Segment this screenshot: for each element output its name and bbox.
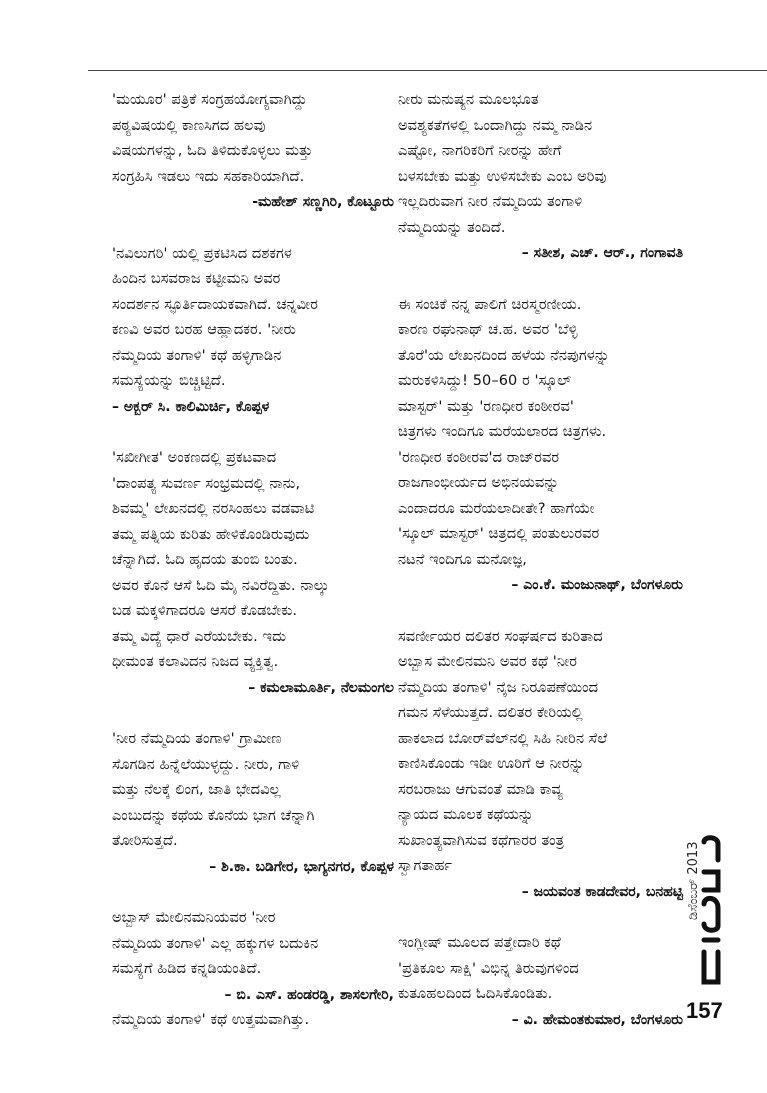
letter-line: 'ರಣಧೀರ ಕಂಠೀರವ'ದ ರಾಜ್‌ರವರ <box>398 449 560 466</box>
letter-line: 'ಸ್ಕೂಲ್ ಮಾಸ್ಟರ್' ಚಿತ್ರದಲ್ಲಿ ಪಂತುಲುರವರ <box>398 526 600 542</box>
letter-line: ಸಂಗ್ರಹಿಸಿ ಇಡಲು ಇದು ಸಹಕಾರಿಯಾಗಿದೆ. <box>112 168 305 185</box>
letter-signature: – ಕಮಲಾಮೂರ್ತಿ, ನೆಲಮಂಗಲ <box>248 679 394 696</box>
letter-line: ಎಷ್ಟೋ, ನಾಗರಿಕರಿಗೆ ನೀರನ್ನು ಹೇಗೆ <box>398 143 562 159</box>
letter-signature: – ಶಿ.ಕಾ. ಬಡಿಗೇರ, ಭಾಗ್ಯನಗರ, ಕೊಪ್ಪಳ <box>209 858 394 875</box>
issue-date: ಡಿಸೆಂಬರ್ 2013 <box>686 841 701 920</box>
letter-line: ಈ ಸಂಚಿಕೆ ನನ್ನ ಪಾಲಿಗೆ ಚಿರಸ್ಮರಣೀಯ. <box>398 296 582 313</box>
letter-line: ಸರಬರಾಜು ಆಗುವಂತೆ ಮಾಡಿ ಕಾವ್ಯ <box>398 781 563 798</box>
letter-signature: – ಅಕ್ಬರ್ ಸಿ. ಕಾಲಿಮಿರ್ಚಿ, ಕೊಪ್ಪಳ <box>112 398 270 415</box>
letter-line: ತಮ್ಮ ಪತ್ನಿಯ ಕುರಿತು ಹೇಳಿಕೊಂಡಿರುವುದು <box>112 526 310 543</box>
letter-line: 'ನವಿಲುಗರಿ' ಯಲ್ಲಿ ಪ್ರಕಟಿಸಿದ ದಶಕಗಳ <box>112 245 292 262</box>
letter-line: ಸಮಸ್ಯೆಯನ್ನು ಬಿಚ್ಚಿಟ್ಟಿದೆ. <box>112 373 226 389</box>
letter-line: ಸಮಸ್ಯೆಗೆ ಹಿಡಿದ ಕನ್ನಡಿಯಂತಿದೆ. <box>112 961 262 977</box>
letter-line: ನೆಮ್ಮದಿಯ ತಂಗಾಳಿ' ಕಥೆ ಹಳ್ಳಿಗಾಡಿನ <box>112 347 282 364</box>
letter-line: ಧೀಮಂತ ಕಲಾವಿದನ ನಿಜದ ವ್ಯಕ್ತಿತ್ವ. <box>112 654 279 670</box>
letter-line: ನೀರು ಮನುಷ್ಯನ ಮೂಲಭೂತ <box>398 92 539 108</box>
letter-line: ಹಾಕಲಾದ ಬೋರ್‌ವೆಲ್‌ನಲ್ಲಿ ಸಿಹಿ ನೀರಿನ ಸೆಲೆ <box>398 730 608 747</box>
letter-line: ಅವರ ಕೊನೆ ಆಸೆ ಓದಿ ಮೈ ನವಿರೆದ್ದಿತು. ನಾಲ್ಕು <box>112 577 330 594</box>
page-number: 157 <box>686 998 723 1023</box>
letter <box>398 88 683 267</box>
letter-line: ನೆಮ್ಮದಿಯ ತಂಗಾಳಿ' ಕಥೆ ಉತ್ತಮವಾಗಿತ್ತು. <box>112 1012 310 1028</box>
letter-line: 'ನೀರ ನೆಮ್ಮದಿಯ ತಂಗಾಳಿ' ಗ್ರಾಮೀಣ <box>112 731 282 747</box>
letter <box>112 727 394 880</box>
letter-line: ನೆಮ್ಮದಿಯ ತಂಗಾಳಿ' ಎಲ್ಲ ಹಕ್ಕುಗಳ ಬದುಕಿನ <box>112 935 319 952</box>
letter-signature: -ಮಹೇಶ್ ಸಣ್ಣಗಿರಿ, ಕೊಟ್ಟೂರು <box>252 194 394 210</box>
magazine-logo <box>700 832 722 992</box>
letter-line: ಇಲ್ಲದಿರುವಾಗ ನೀರ ನೆಮ್ಮದಿಯ ತಂಗಾಳಿ <box>398 194 583 210</box>
letter-line: ನ್ಯಾಯದ ಮೂಲಕ ಕಥೆಯನ್ನು <box>398 807 534 823</box>
letter-line: ಬಡ ಮಕ್ಕಳಿಗಾದರೂ ಆಸರೆ ಕೊಡಬೇಕು. <box>112 603 298 619</box>
letter-line: 'ಪ್ರತಿಕೂಲ ಸಾಕ್ಷಿ' ವಿಭಿನ್ನ ತಿರುವುಗಳಿಂದ <box>398 960 579 977</box>
letter <box>112 242 394 421</box>
letter <box>398 625 683 906</box>
letter-line: ತೊರೆ'ಯ ಲೇಖನದಿಂದ ಹಳೆಯ ನೆನಪುಗಳನ್ನು <box>398 347 610 364</box>
letter-line: ತೋರಿಸುತ್ತದೆ. <box>112 833 178 849</box>
letter-line: ಕಾರಣ ರಘುನಾಥ್ ಚ.ಹ. ಅವರ 'ಬೆಳ್ಳಿ <box>398 322 578 338</box>
letter-line: ಕುತೂಹಲದಿಂದ ಓದಿಸಿಕೊಂಡಿತು. <box>398 986 553 1002</box>
letter-signature: – ವಿ. ಹೇಮಂತಕುಮಾರ, ಬೆಂಗಳೂರು <box>511 1011 683 1028</box>
letter-line: ಮಾಸ್ಟರ್' ಮತ್ತು 'ರಣಧೀರ ಕಂಠೀರವ' <box>398 398 574 415</box>
letter-line: ಸವರ್ಣೀಯರ ದಲಿತರ ಸಂಘರ್ಷದ ಕುರಿತಾದ <box>398 628 603 645</box>
letter-line: ಚೆನ್ನಾಗಿದೆ. ಓದಿ ಹೃದಯ ತುಂಬಿ ಬಂತು. <box>112 552 298 568</box>
letter-line: ಸೊಗಡಿನ ಹಿನ್ನೆಲೆಯುಳ್ಳದ್ದು. ನೀರು, ಗಾಳಿ <box>112 756 300 773</box>
letter <box>398 931 683 1033</box>
right-column <box>398 88 683 1059</box>
letter-line: ಗಮನ ಸೆಳೆಯುತ್ತದೆ. ದಲಿತರ ಕೇರಿಯಲ್ಲಿ <box>398 705 583 721</box>
letter-signature: – ಜಯವಂತ ಕಾಡದೇವರ, ಬನಹಟ್ಟಿ <box>521 883 683 900</box>
letter-line: ಶಿವಮ್ಮ' ಲೇಖನದಲ್ಲಿ ನರಸಿಂಹಲು ವಡವಾಟಿ <box>112 501 315 517</box>
letter-signature: – ಬಿ. ಎಸ್. ಹಂಡರಡ್ಡಿ, ಶಾಸಲಗೇರಿ, <box>224 986 394 1003</box>
letter-line: ವಿಷಯಗಳನ್ನು, ಓದಿ ತಿಳಿದುಕೊಳ್ಳಲು ಮತ್ತು <box>112 143 313 159</box>
letter-line: ಕಾಣಿಸಿಕೊಂಡು ಇಡೀ ಊರಿಗೆ ಆ ನೀರನ್ನು <box>398 756 585 772</box>
letter-line: ಕಣವಿ ಅವರ ಬರಹ ಆಹ್ಲಾದಕರ. 'ನೀರು <box>112 322 297 338</box>
letter-line: ರಾಜಗಾಂಭೀರ್ಯದ ಅಭಿನಯವನ್ನು <box>398 475 559 491</box>
letter-line: ನೆಮ್ಮದಿಯನ್ನು ತಂದಿದೆ. <box>398 219 506 236</box>
letter <box>112 906 394 1034</box>
letter-line: ಬಳಸಬೇಕು ಮತ್ತು ಉಳಿಸಬೇಕು ಎಂಬ ಅರಿವು <box>398 168 607 185</box>
letter-signature: – ಎಂ.ಕೆ. ಮಂಜುನಾಥ್, ಬೆಂಗಳೂರು <box>511 577 683 593</box>
header-rule <box>88 70 767 71</box>
letter <box>112 88 394 216</box>
left-column <box>112 88 394 1060</box>
letter-line: ನಟನೆ ಇಂದಿಗೂ ಮನೋಜ್ಞ, <box>398 551 528 568</box>
letter <box>112 446 394 701</box>
letter-line: ಸುಖಾಂತ್ಯವಾಗಿಸುವ ಕಥೆಗಾರರ ತಂತ್ರ <box>398 832 565 849</box>
sidebar <box>686 820 722 995</box>
letter <box>398 293 683 599</box>
letter-line: ಸ್ವಾಗತಾರ್ಹ <box>398 858 453 874</box>
letter-line: ಮರುಕಳಿಸಿದ್ದು! 50–60 ರ 'ಸ್ಕೂಲ್ <box>398 373 572 389</box>
letter-line: 'ದಾಂಪತ್ಯ ಸುವರ್ಣ ಸಂಭ್ರಮದಲ್ಲಿ ನಾನು, <box>112 475 301 492</box>
letter-line: ಅಬ್ಬಾಸ್ ಮೇಲಿನಮನಿಯವರ 'ನೀರ <box>112 910 276 926</box>
letter-line: ಎಂಬುದನ್ನು ಕಥೆಯ ಕೊನೆಯ ಭಾಗ ಚೆನ್ನಾಗಿ <box>112 807 315 824</box>
letter-line: ಪಠ್ಯವಿಷಯಲ್ಲಿ ಕಾಣಸಿಗದ ಹಲವು <box>112 117 266 134</box>
letter-line: 'ಸಖೀಗೀತ' ಅಂಕಣದಲ್ಲಿ ಪ್ರಕಟವಾದ <box>112 450 277 466</box>
letter-line: ಹಿಂದಿನ ಬಸವರಾಜ ಕಟ್ಟೀಮನಿ ಅವರ <box>112 271 281 287</box>
letter-line: ಸಂದರ್ಶನ ಸ್ಫೂರ್ತಿದಾಯಕವಾಗಿದೆ. ಚನ್ನವೀರ <box>112 296 318 313</box>
letter-line: ಚಿತ್ರಗಳು ಇಂದಿಗೂ ಮರೆಯಲಾರದ ಚಿತ್ರಗಳು. <box>398 424 607 440</box>
letter-line: ತಮ್ಮ ವಿದ್ಯೆ ಧಾರೆ ಎರೆಯಬೇಕು. ಇದು <box>112 628 287 645</box>
letter-line: ಅಬ್ಬಾಸ ಮೇಲಿನಮನಿ ಅವರ ಕಥೆ 'ನೀರ <box>398 654 577 670</box>
letter-line: ಅವಶ್ಯಕತೆಗಳಲ್ಲಿ ಒಂದಾಗಿದ್ದು ನಮ್ಮ ನಾಡಿನ <box>398 117 593 134</box>
letter-signature: – ಸತೀಶ, ಎಚ್. ಆರ್., ಗಂಗಾವತಿ <box>521 245 683 261</box>
letter-line: 'ಮಯೂರ' ಪತ್ರಿಕೆ ಸಂಗ್ರಹಯೋಗ್ಯವಾಗಿದ್ದು <box>112 92 308 108</box>
letter-line: ನೆಮ್ಮದಿಯ ತಂಗಾಳಿ' ನೈಜ ನಿರೂಪಣೆಯಿಂದ <box>398 679 599 696</box>
letter-line: ಎಂದಾದರೂ ಮರೆಯಲಾದೀತೇ? ಹಾಗೆಯೇ <box>398 500 595 517</box>
letter-line: ಮತ್ತು ನೆಲಕ್ಕೆ ಲಿಂಗ, ಜಾತಿ ಭೇದವಿಲ್ಲ <box>112 782 281 798</box>
letter-line: ಇಂಗ್ಲೀಷ್ ಮೂಲದ ಪತ್ತೇದಾರಿ ಕಥೆ <box>398 935 561 951</box>
